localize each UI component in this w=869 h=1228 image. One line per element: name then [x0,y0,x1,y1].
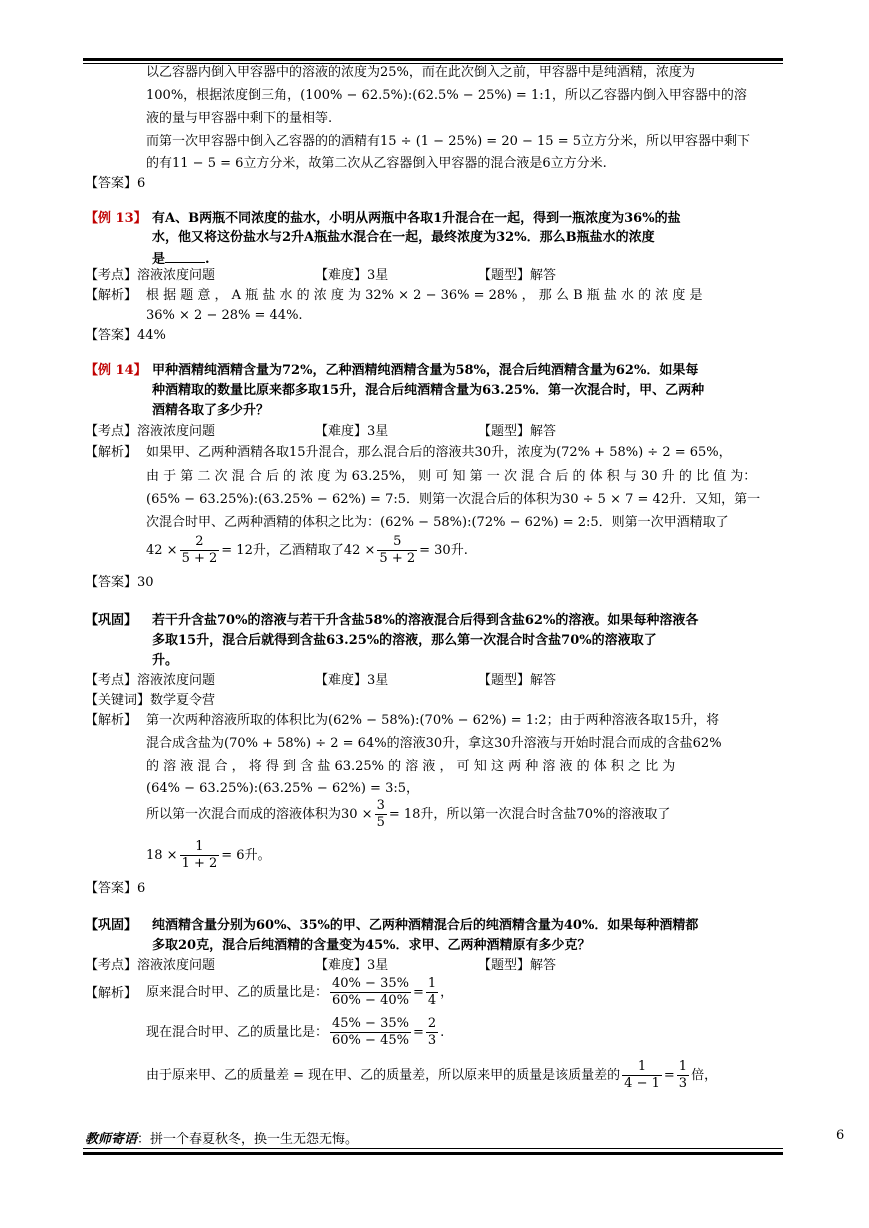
ex13-jiexi-2: 36% × 2 − 28% = 44%. [146,308,303,323]
ex13-meta [85,267,215,285]
gg2-question-2: 多取20克，混合后纯酒精的含量变为45%．求甲、乙两种酒精原有多少克？ [152,938,591,953]
cont-answer [85,175,145,193]
ex14-kaodian: 【考点】溶液浓度问题 [85,424,216,439]
kaodian: 溶液浓度问题 [137,268,216,283]
ex14-jiexi-1: 如果甲、乙两种酒精各取15升混合，那么混合后的溶液共30升，浓度为(72% + 58%) ÷ 2 = 65%， [146,445,732,460]
ex13-answer: 【答案】44% [85,328,166,343]
gg2-jiexi-1: 原来混合时甲、乙的质量比是： $\frac{40\% - 35\%}{60\% - 40\%}$ = $\frac{1}{4}$ ， [146,976,454,1008]
fraction: $\frac{1}{4 - 1}$ [624,1059,660,1091]
gg2-question-1: 纯酒精含量分别为60%、35%的甲、乙两种酒精混合后的纯酒精含量为40%．如果每种酒精都 [152,918,699,933]
fraction: $\frac{40\% - 35\%}{60\% - 40\%}$ [332,976,409,1008]
ex14-tag: 【例 14】 [85,363,147,378]
ex14-jiexi-3: (65% − 63.25%):(63.25% − 62%) = 7:5．则第一次混合后的体积为30 ÷ 5 × 7 = 42升．又知，第一 [146,492,761,507]
gg1-keyword: 【关键词】数学夏令营 [85,693,216,708]
footer-motto [85,1128,358,1147]
gg1-answer: 【答案】6 [85,881,146,896]
cont-line-1: 以乙容器内倒入甲容器中的溶液的浓度为25%，而在此次倒入之前，甲容器中是纯酒精，浓度为 [146,65,695,80]
answer-blank [165,248,205,263]
header-rule [83,58,783,61]
fraction: $\frac{45\% - 35\%}{60\% - 45\%}$ [332,1016,409,1048]
ex14-difficulty: 【难度】3星 [315,424,389,439]
gg1-question-2: 多取15升，混合后就得到含盐63.25%的溶液，那么第一次混合时含盐70%的溶液取了 [152,633,657,648]
gg2-type: 【题型】解答 [478,958,557,973]
answer-value: 6 [137,176,146,191]
fraction: $\frac{1}{1 + 2}$ [181,839,218,871]
footer-rule-thin [83,1148,783,1149]
gg2-jiexi-2: 现在混合时甲、乙的质量比是： $\frac{45\% - 35\%}{60\% - 45\%}$ = $\frac{2}{3}$ . [146,1016,445,1048]
ex14-question-2: 种酒精取的数量比原来都多取15升，混合后纯酒精含量为63.25%．第一次混合时，甲、乙两种 [152,383,705,398]
fraction: $\frac{3}{5}$ [376,798,385,830]
ex14-jiexi-tag: 【解析】 [85,445,138,460]
footer-label: 教师寄语 [85,1132,138,1147]
gg1-kaodian: 【考点】溶液浓度问题 [85,673,216,688]
gg1-jiexi-2: 混合成含盐为(70% + 58%) ÷ 2 = 64%的溶液30升，拿这30升溶液与开始时混合而成的含盐62% [146,736,722,751]
cont-line-2: 100%，根据浓度倒三角，(100% − 62.5%):(62.5% − 25%) = 1:1，所以乙容器内倒入甲容器中的溶 [146,88,747,103]
kaodian-tag: 【考点】 [85,268,138,283]
gg1-jiexi-tag: 【解析】 [85,713,138,728]
cont-line-3: 液的量与甲容器中剩下的量相等. [146,111,333,126]
gg1-question-1: 若干升含盐70%的溶液与若干升含盐58%的溶液混合后得到含盐62%的溶液。如果每种溶液各 [152,613,699,628]
fraction: $\frac{2}{3}$ [427,1016,437,1048]
ex14-question-3: 酒精各取了多少升？ [152,403,270,418]
gg1-tag: 【巩固】 [85,613,138,628]
ex13-question-1: 有A、B两瓶不同浓度的盐水，小明从两瓶中各取1升混合在一起，得到一瓶浓度为36%的盐 [152,211,681,226]
ex13-question-3: 是 . [152,248,210,269]
gg2-difficulty: 【难度】3星 [315,958,389,973]
gg1-jiexi-3: 的 溶 液 混 合 ， 将 得 到 含 盐 63.25% 的 溶 液 ， 可 知 这 两 种 溶 液 的 体 积 之 比 为 [146,759,676,774]
page-number: 6 [836,1128,845,1143]
footer-rule [83,1152,783,1155]
ex14-jiexi-2: 由 于 第 二 次 混 合 后 的 浓 度 为 63.25%， 则 可 知 第 一 次 混 合 后 的 体 积 与 30 升 的 比 值 为： [146,469,757,484]
gg1-jiexi-6: 18 × $\frac{1}{1 + 2}$ = 6升。 [146,839,271,871]
ex13-question-2: 水，他又将这份盐水与2升A瓶盐水混合在一起，最终浓度为32%．那么B瓶盐水的浓度 [152,230,655,245]
cont-line-5: 的有11 − 5 = 6立方分米，故第二次从乙容器倒入甲容器的混合液是6立方分米. [146,156,607,171]
answer-tag: 【答案】 [85,176,138,191]
fraction: $\frac{1}{3}$ [678,1059,688,1091]
ex13-type: 【题型】解答 [478,268,557,283]
cont-line-4: 而第一次甲容器中倒入乙容器的的酒精有15 ÷ (1 − 25%) = 20 − 15 = 5立方分米，所以甲容器中剩下 [146,134,750,149]
gg1-difficulty: 【难度】3星 [315,673,389,688]
ex13-jiexi-1: 根 据 题 意 ， A 瓶 盐 水 的 浓 度 为 32% × 2 − 36% = 28% ， 那 么 B 瓶 盐 水 的 浓 度 是 [146,288,703,303]
gg1-jiexi-4: (64% − 63.25%):(63.25% − 62%) = 3:5， [146,781,419,796]
example-label: 【例 13】 [85,211,147,226]
ex13-jiexi-tag: 【解析】 [85,288,138,303]
ex14-jiexi-4: 次混合时甲、乙两种酒精的体积之比为：(62% − 58%):(72% − 62%) = 2:5．则第一次甲酒精取了 [146,515,729,530]
fraction: $\frac{2}{5 + 2}$ [181,534,218,566]
gg1-question-3: 升。 [152,653,179,668]
fraction: $\frac{1}{4}$ [427,976,437,1008]
gg1-type: 【题型】解答 [478,673,557,688]
gg2-jiexi-3: 由于原来甲、乙的质量差 = 现在甲、乙的质量差，所以原来甲的质量是该质量差的 $\frac{1}{4 - 1}$ = $\frac{1}{3}$ 倍， [146,1059,718,1091]
footer-text: ：拼一个春夏秋冬，换一生无怨无悔。 [137,1132,359,1147]
fraction: $\frac{5}{5 + 2}$ [379,534,416,566]
gg1-jiexi-1: 第一次两种溶液所取的体积比为(62% − 58%):(70% − 62%) = 1:2；由于两种溶液各取15升，将 [146,713,720,728]
ex14-answer: 【答案】30 [85,575,154,590]
gg2-jiexi-tag: 【解析】 [85,986,138,1001]
gg2-tag: 【巩固】 [85,918,138,933]
ex14-type: 【题型】解答 [478,424,557,439]
ex14-question-1: 甲种酒精纯酒精含量为72%，乙种酒精纯酒精含量为58%，混合后纯酒精含量为62%．如果每 [152,363,699,378]
ex13-tag [85,210,147,228]
ex14-jiexi-5: 42 × $\frac{2}{5 + 2}$ = 12升，乙酒精取了42 × $\frac{5}{5 + 2}$ = 30升. [146,534,468,566]
ex13-difficulty: 【难度】3星 [315,268,389,283]
gg2-kaodian: 【考点】溶液浓度问题 [85,958,216,973]
gg1-jiexi-5: 所以第一次混合而成的溶液体积为30 × $\frac{3}{5}$ = 18升，所以第一次混合时含盐70%的溶液取了 [146,798,671,830]
